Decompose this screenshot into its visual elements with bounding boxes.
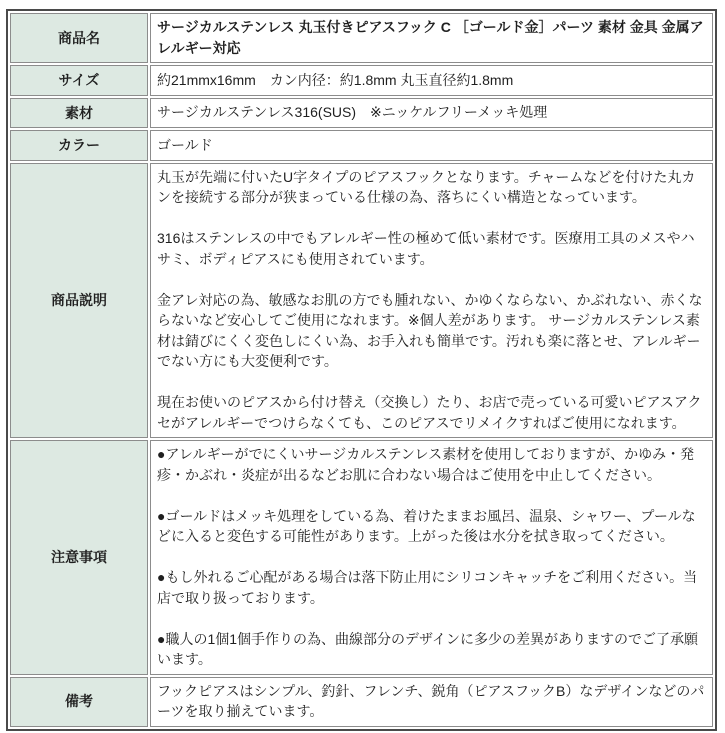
row-value-size (150, 65, 713, 96)
paragraph: ●アレルギーがでにくいサージカルステンレス素材を使用しておりますが、かゆみ・発疹・かぶれ・炎症が出るなどお肌に合わない場合はご使用を中止してください。 (157, 446, 695, 483)
paragraph: ●職人の1個1個手作りの為、曲線部分のデザインに多少の差異がありますのでご了承願います。 (157, 630, 699, 667)
row-label-size: サイズ (10, 65, 148, 96)
row-value-remarks (150, 677, 713, 727)
paragraph: ●もし外れるご心配がある場合は落下防止用にシリコンキャッチをご利用ください。当店で取り扱っております。 (157, 569, 698, 606)
row-material (10, 98, 713, 129)
paragraph: サージカルステンレス316(SUS) ※ニッケルフリーメッキ処理 (157, 104, 548, 120)
product-spec-table (6, 9, 717, 731)
row-size (10, 65, 713, 96)
paragraph: フックピアスはシンプル、釣針、フレンチ、鋭角（ピアスフックB）なデザインなどのパーツを取り揃えています。 (157, 682, 705, 719)
paragraph: 現在お使いのピアスから付け替え（交換し）たり、お店で売っている可愛いピアスアクセがアレルギーでつけらなくても、このピアスでリメイクすればご使用になれます。 (157, 394, 702, 431)
row-label-product-name: 商品名 (10, 13, 148, 63)
paragraph: サージカルステンレス 丸玉付きピアスフック C ［ゴールド金］パーツ 素材 金具 金属アレルギー対応 (157, 19, 704, 56)
row-value-description (150, 163, 713, 439)
row-value-precautions (150, 440, 713, 675)
row-label-description: 商品説明 (10, 163, 148, 439)
row-product-name (10, 13, 713, 63)
row-value-material (150, 98, 713, 129)
row-label-color: カラー (10, 130, 148, 161)
paragraph: 金アレ対応の為、敏感なお肌の方でも腫れない、かゆくならない、かぶれない、赤くならないなど安心してご使用になれます。※個人差があります。 サージカルステンレス素材は錆びにくく変色しにくい為、お手入れも簡単です。汚れも楽に落とせ、アレルギーでない方にも大変便利です。 (157, 291, 703, 369)
paragraph: ●ゴールドはメッキ処理をしている為、着けたままお風呂、温泉、シャワー、プールなどに入ると変色する可能性があります。上がった後は水分を拭き取ってください。 (157, 507, 696, 544)
row-label-precautions: 注意事項 (10, 440, 148, 675)
row-remarks (10, 677, 713, 727)
row-precautions (10, 440, 713, 675)
row-label-remarks: 備考 (10, 677, 148, 727)
paragraph: ゴールド (157, 136, 213, 153)
row-description (10, 163, 713, 439)
row-color (10, 130, 713, 161)
paragraph: 約21mmx16mm カン内径：約1.8mm 丸玉直径約1.8mm (157, 71, 514, 88)
paragraph: 316はステンレスの中でもアレルギー性の極めて低い素材です。医療用工具のメスやハサミ、ボディピアスにも使用されています。 (157, 230, 695, 267)
row-value-product-name (150, 13, 713, 63)
paragraph: 丸玉が先端に付いたU字タイプのピアスフックとなります。チャームなどを付けた丸カンを接続する部分が狭まっている仕様の為、落ちにくい構造となっています。 (157, 168, 696, 205)
row-label-material: 素材 (10, 98, 148, 129)
row-value-color (150, 130, 713, 161)
